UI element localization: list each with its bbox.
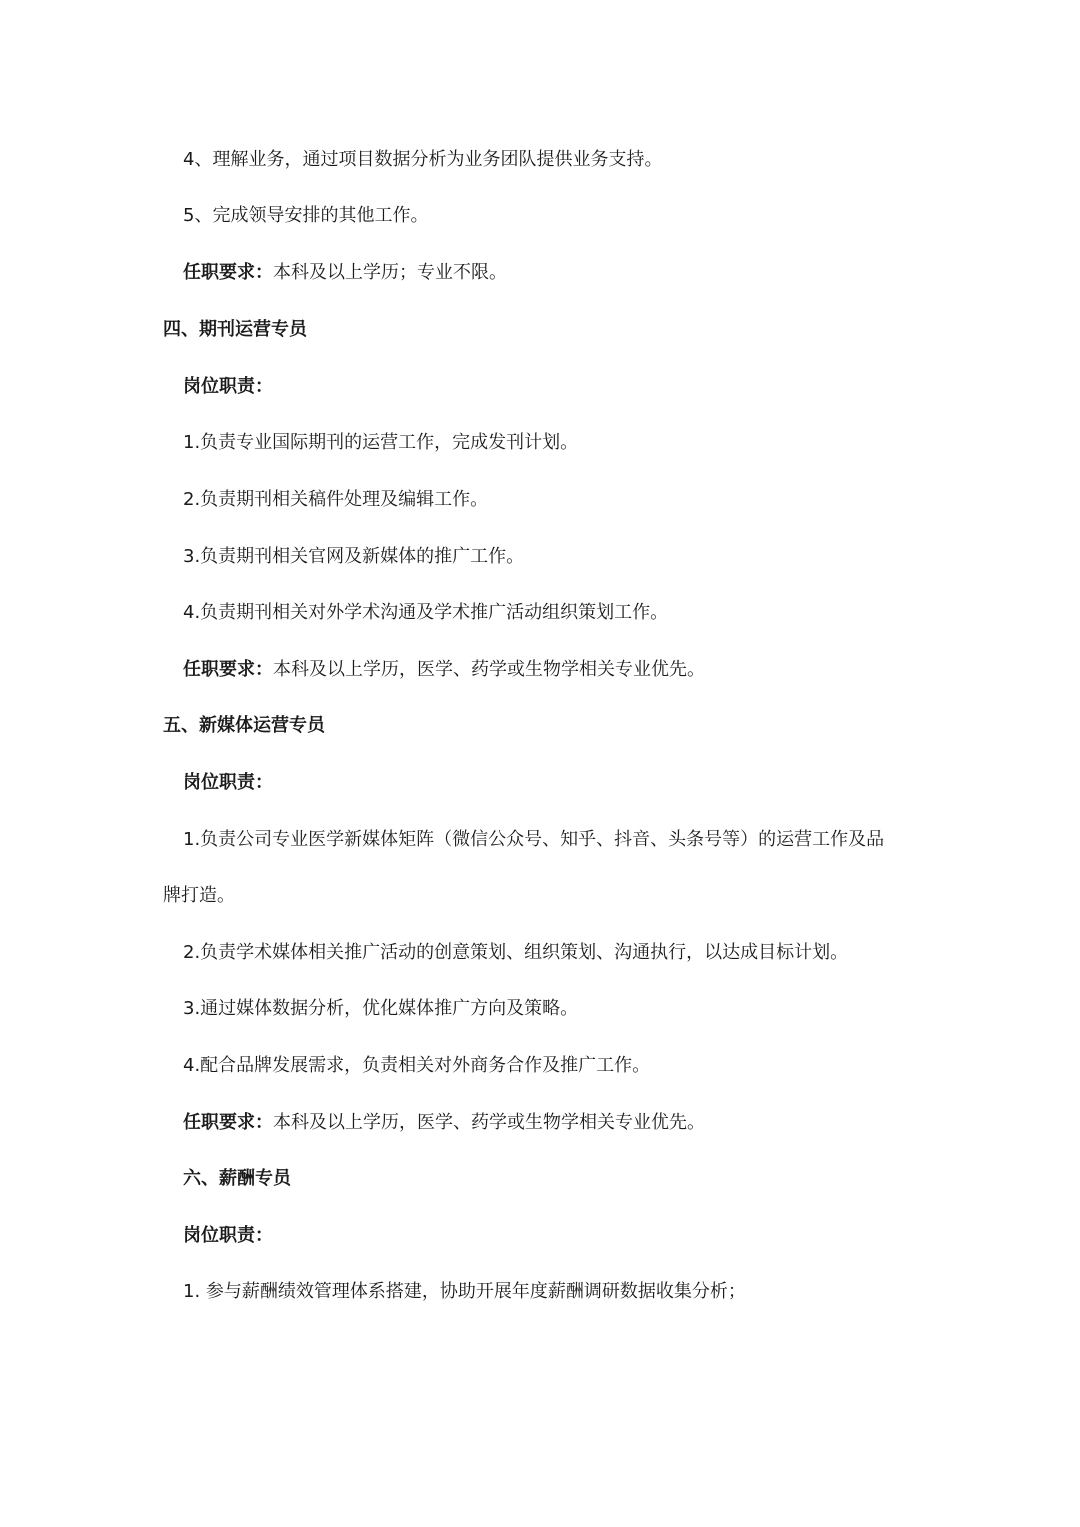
- duties-label: 岗位职责：: [183, 1225, 273, 1246]
- duty-item: 2.负责学术媒体相关推广活动的创意策划、组织策划、沟通执行，以达成目标计划。: [183, 942, 849, 963]
- duty-item: 2.负责期刊相关稿件处理及编辑工作。: [183, 489, 489, 510]
- requirement-line: [183, 1111, 705, 1135]
- requirement-line: [183, 658, 705, 682]
- requirement-label: 任职要求：: [183, 659, 273, 680]
- requirement-label: 任职要求：: [183, 262, 273, 283]
- duty-item: 1.负责公司专业医学新媒体矩阵（微信公众号、知乎、抖音、头条号等）的运营工作及品: [183, 829, 885, 850]
- duty-item: 1. 参与薪酬绩效管理体系搭建，协助开展年度薪酬调研数据收集分析；: [183, 1281, 746, 1302]
- duty-item: 3.通过媒体数据分析，优化媒体推广方向及策略。: [183, 998, 579, 1019]
- requirement-text: 本科及以上学历，医学、药学或生物学相关专业优先。: [273, 1112, 705, 1133]
- duty-item: 4.负责期刊相关对外学术沟通及学术推广活动组织策划工作。: [183, 602, 669, 623]
- requirement-line: [183, 261, 507, 285]
- duties-label: 岗位职责：: [183, 772, 273, 793]
- duty-item: 3.负责期刊相关官网及新媒体的推广工作。: [183, 546, 525, 567]
- duty-item: 1.负责专业国际期刊的运营工作，完成发刊计划。: [183, 432, 579, 453]
- duty-item: 5、完成领导安排的其他工作。: [183, 205, 429, 226]
- section-heading: 五、新媒体运营专员: [163, 715, 325, 736]
- section-heading: 四、期刊运营专员: [163, 319, 307, 340]
- duty-item: 4.配合品牌发展需求，负责相关对外商务合作及推广工作。: [183, 1055, 651, 1076]
- requirement-text: 本科及以上学历；专业不限。: [273, 262, 507, 283]
- section-heading: 六、薪酬专员: [183, 1168, 291, 1189]
- requirement-label: 任职要求：: [183, 1112, 273, 1133]
- duty-item-continuation: 牌打造。: [163, 885, 235, 906]
- duties-label: 岗位职责：: [183, 376, 273, 397]
- duty-item: 4、理解业务，通过项目数据分析为业务团队提供业务支持。: [183, 149, 663, 170]
- requirement-text: 本科及以上学历，医学、药学或生物学相关专业优先。: [273, 659, 705, 680]
